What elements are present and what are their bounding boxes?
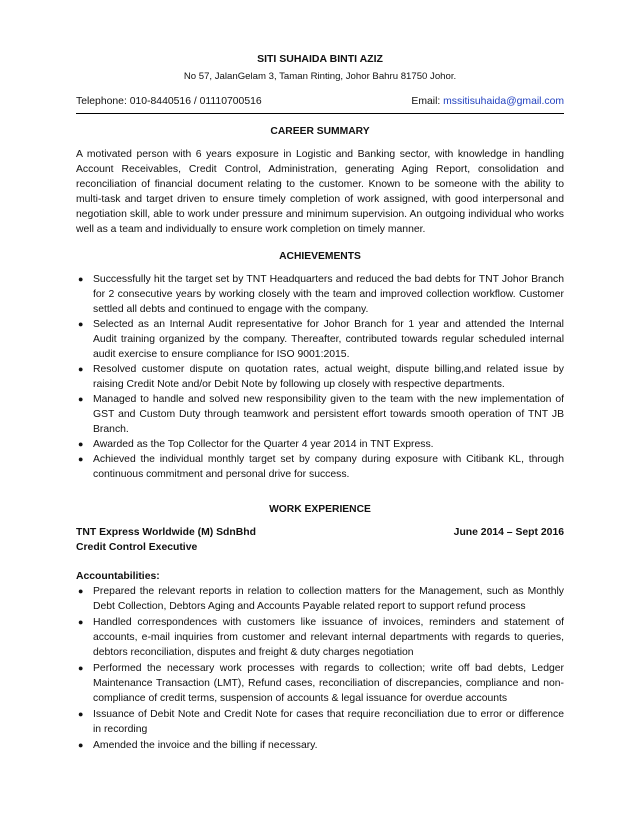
accountabilities-list — [76, 584, 564, 753]
list-item — [76, 362, 564, 392]
accountability-text: Prepared the relevant reports in relation to collection matters for the Management, such as Monthly Debt Collection, Debtors Aging and Accounts Payable related report to support refund process — [93, 586, 564, 612]
achievement-text: Managed to handle and solved new responsibility given to the team with the new implementation of GST and Custom Duty through teamwork and persistent effort towards smooth operation of TNT JB Branch. — [93, 394, 564, 435]
work-experience-title: WORK EXPERIENCE — [269, 504, 371, 515]
email-block — [411, 94, 564, 109]
contact-row — [76, 94, 564, 114]
list-item — [76, 392, 564, 437]
accountability-text: Handled correspondences with customers like issuance of invoices, reminders and statement of accounts, e-mail inquiries from customer and relevant internal departments with regards to queries, debtors reconciliation, disputes and freight & duty charges negotiation — [93, 617, 564, 658]
bullet-icon: ● — [78, 319, 84, 329]
resume-page — [76, 40, 564, 754]
list-item — [76, 317, 564, 362]
candidate-name: SITI SUHAIDA BINTI AZIZ — [257, 53, 383, 65]
achievement-text: Achieved the individual monthly target set by company during exposure with Citibank KL, through continuous commitment and personal drive for success. — [93, 454, 564, 480]
bullet-icon: ● — [78, 663, 84, 673]
list-item — [76, 452, 564, 482]
achievement-text: Awarded as the Top Collector for the Quarter 4 year 2014 in TNT Express. — [93, 439, 434, 450]
bullet-icon: ● — [78, 364, 84, 374]
list-item — [76, 584, 564, 614]
job-header — [76, 525, 564, 540]
achievement-text: Successfully hit the target set by TNT Headquarters and reduced the bad debts for TNT Johor Branch for 2 consecutive years by working closely with the team and improved collection workflow. Customer settled all debts and continued to engage with the company. — [93, 274, 564, 315]
accountabilities-heading: Accountabilities: — [76, 571, 160, 582]
telephone: Telephone: 010-8440516 / 01110700516 — [76, 96, 262, 107]
list-item — [76, 615, 564, 660]
list-item — [76, 272, 564, 317]
bullet-icon: ● — [78, 617, 84, 627]
accountability-text: Performed the necessary work processes with regards to collection; write off bad debts, Ledger Maintenance Transaction (LMT), Refund cases, reconciliation of discrepancies, compliance and non-compliance of credit terms, suspension of accounts & legal issuance for overdue accounts — [93, 663, 564, 704]
career-summary-title: CAREER SUMMARY — [270, 126, 370, 137]
achievements-list — [76, 272, 564, 482]
list-item — [76, 661, 564, 706]
list-item — [76, 437, 564, 452]
accountability-text: Amended the invoice and the billing if necessary. — [93, 740, 318, 751]
bullet-icon: ● — [78, 740, 84, 750]
job-position: Credit Control Executive — [76, 542, 198, 553]
address: No 57, JalanGelam 3, Taman Rinting, Johor Bahru 81750 Johor. — [183, 71, 457, 82]
bullet-icon: ● — [78, 274, 84, 284]
achievement-text: Selected as an Internal Audit representative for Johor Branch for 1 year and attended the Internal Audit training organized by the company. Thereafter, contributed towards regular scheduled internal audit exercise to ensure compliance for ISO 9001:2015. — [93, 319, 564, 360]
achievements-title: ACHIEVEMENTS — [279, 251, 361, 262]
list-item — [76, 738, 564, 753]
company-name: TNT Express Worldwide (M) SdnBhd — [76, 527, 256, 538]
accountability-text: Issuance of Debit Note and Credit Note for cases that require reconciliation due to error or difference in recording — [93, 709, 564, 735]
email-label: Email: — [411, 96, 444, 107]
job-dates: June 2014 – Sept 2016 — [453, 527, 564, 538]
bullet-icon: ● — [78, 586, 84, 596]
bullet-icon: ● — [78, 439, 84, 449]
list-item — [76, 707, 564, 737]
achievement-text: Resolved customer dispute on quotation rates, actual weight, dispute billing,and related issue by raising Credit Note and/or Debit Note by following up closely with respective departments. — [93, 364, 564, 390]
bullet-icon: ● — [78, 709, 84, 719]
bullet-icon: ● — [78, 394, 84, 404]
email-link[interactable]: mssitisuhaida@gmail.com — [443, 96, 564, 107]
bullet-icon: ● — [78, 454, 84, 464]
career-summary-text: A motivated person with 6 years exposure in Logistic and Banking sector, with knowledge in handling Account Receivables, Credit Control, Administration, generating Aging Report, consolidation and reconciliation of financial document relating to the customer. Known to be someone with the ability to multi-task and target driven to ensure timely completion of work assigned, with good interpersonal and negotiation skill, able to work under pressure and minimum supervision. An outgoing individual who works well as a team and individually to ensure work completion on timely manner. — [76, 149, 564, 235]
